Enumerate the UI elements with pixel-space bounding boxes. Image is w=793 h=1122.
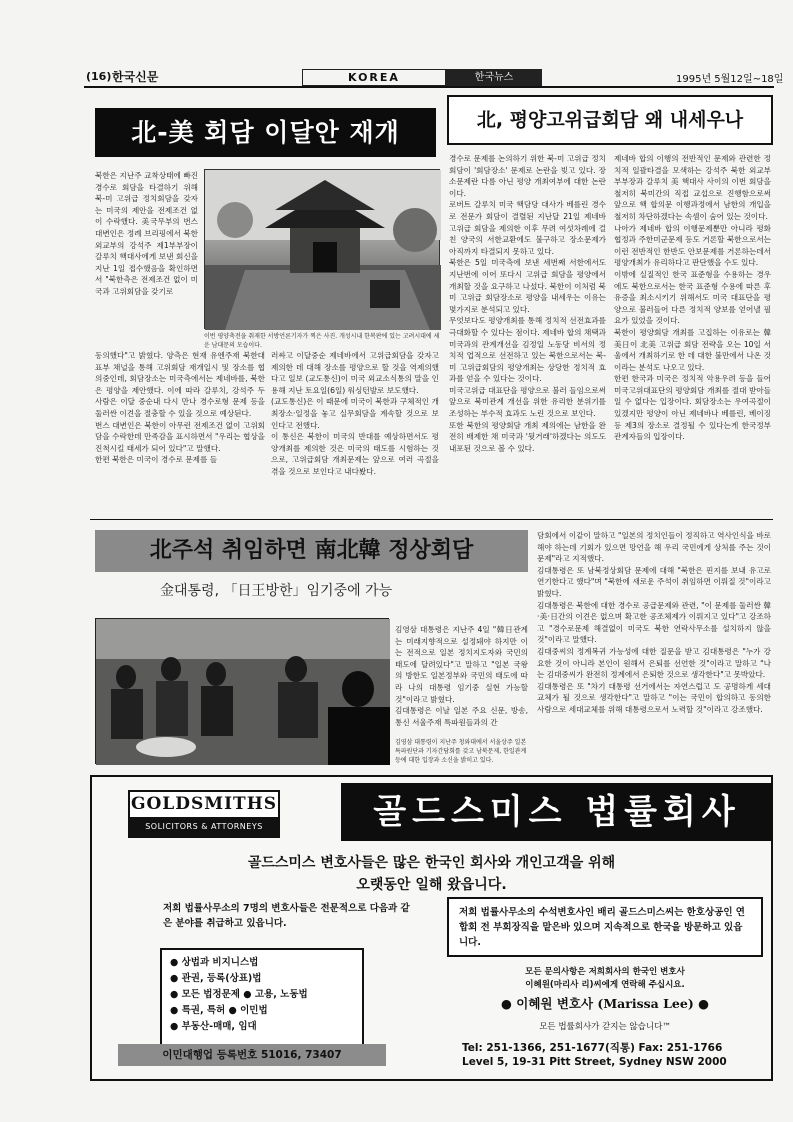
- list-item: ● 모든 법정문제 ● 고용, 노동법: [170, 989, 308, 1000]
- ad-address: Level 5, 19-31 Pitt Street, Sydney NSW 2000: [462, 1056, 727, 1068]
- article3-headline: 北주석 취임하면 南北韓 정상회담: [95, 530, 528, 572]
- logo-brand-name: GOLDSMITHS: [130, 794, 278, 814]
- gate-pavilion-photo: [205, 170, 441, 330]
- article2-col1: 경수로 문제를 논의하기 위한 북-미 고위급 정치회담이 '회담장소' 문제로 논란을 빚고 있다. 장소문제란 다름 아닌 평양 개최여부에 대한 논란이다. 로버트 갈루치 미국 핵담당 대사가 베를린 경수로 전문가 회담이 결렬된 지난달 21일 제네바 고위급 회담을 제의한 이후 무려 여섯차례에 걸친 양국의 서한교환에도 불구하고 장소문제가 아직까지 타결되지 못하고 있다. 북한은 5일 미국측에 보낸 세번째 서한에서도 지난번에 이어 또다시 고위급 회담을 평양에서 개최할 것을 요구하고 나섰다. 북한이 이처럼 북미 고위급 회담장소로 평양을 내세우는 이유는 몇가지로 분석되고 있다. 무엇보다도 평양개최를 통해 정치적 선전효과를 극대화할 수 있다는 점이다. 제네바 합의 채택과 미국과의 관계개선을 김정일 노동당 비서의 정치적 업적으로 선전하고 있는 북한으로서는 북-미 고위급회담의 평양개최는 상당한 정치적 효과를 얻을 수 있다는 것이다. 미국고위급 대표단을 평양으로 불러 들임으로써 앞으로 북미관계 개선을 위한 유리한 분위기를 조성하는 부수적 효과도 노린 것으로 보인다. 또한 북한의 평양회담 개최 제의에는 남한을 완전히 배제한 채 미국과 '뒷거래'하겠다는 의도도 내포된 것으로 볼 수 있다.: [449, 154, 606, 453]
- article1-col1-continued: 동의했다"고 밝혔다. 양측은 현재 유엔주재 북한대표부 채널을 통해 고위회담 재개일시 및 장소를 협의중인데, 회담장소는 미국측에서는 제네바를, 북한은 평양을 제안했다. 이에 따라 갈루치, 강석주 두 사람은 이달 중순내 다시 만나 경수로형 문제 등을 둘러싼 이견을 절충할 수 있을 것으로 예상된다. 번스 대변인은 북한이 아무런 전제조건 없이 고위회담을 수락한데 만족감을 표시하면서 "우리는 협상을 진척시킬 태세가 되어 있다"고 말했다. 한편 북한은 미국이 경수로 문제를 들: [95, 351, 265, 465]
- ad-senior-lawyer-box: 저희 법률사무소의 수석변호사인 배리 골드스미스씨는 한호상공인 연합회 전 부회장직을 맡은바 있으며 지속적으로 한국을 방문하고 있읍니다.: [447, 897, 763, 957]
- ad-intro-text: 저희 법률사무소의 7명의 변호사들은 전문적으로 다음과 같은 분야를 취급하고 있읍니다.: [163, 903, 410, 929]
- list-item: ● 부동산-매매, 임대: [170, 1021, 257, 1032]
- ad-contact-lines: [447, 966, 763, 992]
- article2-col2: 제네바 합의 이행의 전반적인 문제와 관련한 정치적 일괄타결을 모색하는 강석주 북한 외교부 부부장과 갈루치 美 핵대사 사이의 이번 회담을 철저히 북미간의 직접 교섭으로 진행함으로써 앞으로 핵 합의문 이행과정에서 남한의 개입을 철저히 차단하겠다는 속셈이 숨어 있는 것이다. 나아가 제네바 합의 이행문제뿐만 아니라 평화협정과 주한미군문제 등도 거론할 북한으로서는 이런 전반적인 한반도 안보문제를 거론하는데서 평양개최가 유리하다고 판단했을 수도 있다. 이밖에 실질적인 한국 표준형을 수용하는 경우에도 북한으로서는 한국 표준형 수용에 따른 후유증을 최소시키기 위해서도 미국 대표단을 평양으로 불러들어 다른 정치적 양보를 얻어낼 필요가 있었을 것이다. 북한이 평양회담 개최를 고집하는 이유로는 韓美日이 北美 고위급 회담 전략을 오는 10일 서울에서 개최하기로 한 데 대한 불만에서 나온 것이라는 분석도 나오고 있다. 한편 한국과 미국은 정치적 악용우려 등을 들어 미국고위대표단의 평양회담 개최를 절대 받아들일 수 없다는 입장이다. 회담장소는 우여곡절이 있겠지만 평양이 아닌 제네바나 베를린, 베이징 등 제3의 장소로 결정될 수 있다는게 한국정부 관계자들의 입장이다.: [614, 154, 771, 442]
- ad-contact-name: ● 이혜원 변호사 (Marissa Lee) ●: [501, 996, 709, 1011]
- ad-contact-note: 모든 법률회사가 갇지는 않습니다™: [539, 1022, 671, 1032]
- article3-photo: [95, 618, 389, 764]
- article1-photo-caption: 이번 평양축전을 취재한 서방언론기자가 찍은 사진. 개성시내 한복판에 있는 고려시대에 세운 남대문의 모습이다.: [204, 333, 440, 349]
- page-number: (16): [86, 70, 112, 83]
- ad-contact-line2: 이혜원(마리사 리)씨에게 연락해 주십시요.: [525, 980, 685, 990]
- paper-title: 한국신문: [112, 70, 159, 84]
- article3-photo-caption: 김영삼 대통령이 지난주 청와대에서 서울상주 일본특파원단과 기자간담회를 갖고 남북문제, 한일관계 등에 대한 입장과 소신을 밝히고 있다.: [395, 739, 527, 764]
- header-rule: [84, 86, 774, 88]
- ad-headline-line1: 골드스미스 변호사들은 많은 한국인 회사와 개인고객을 위해: [247, 855, 616, 871]
- issue-date: 1995년 5월12일~18일: [676, 74, 784, 85]
- article1-col2: 러싸고 이달중순 제네바에서 고위급회담을 갖자고 제의한 데 대해 장소를 평양으로 할 것을 역제의했다고 일보 (교도통신)이 미국 외교소식통의 말을 인용해 지난 토요일(6일) 워싱턴발로 보도했다. (교도통신)은 이 때문에 미국이 북한과 구체적인 개최장소·일정을 놓고 실무회담을 계속할 것으로 보인다고 전했다. 이 통신은 북한이 미국의 반대를 예상하면서도 평양개최를 제의한 것은 미국의 태도를 시험하는 것으로, 고위급회담 개최문제는 앞으로 여러 곡절을 겪을 것으로 보인다고 내다봤다.: [271, 351, 439, 476]
- ad-headline-line2: 오랫동안 일해 왔읍니다.: [356, 877, 507, 893]
- category-label: 한국뉴스: [446, 69, 542, 86]
- logo-brand-subtitle: SOLICITORS & ATTORNEYS: [130, 817, 278, 836]
- section-divider: [90, 519, 773, 520]
- ad-title: 골드스미스 법률회사: [341, 783, 773, 841]
- section-label: KOREA: [302, 69, 446, 86]
- list-item: ● 특권, 특허 ● 이민법: [170, 1005, 268, 1016]
- article1-headline: 北-美 회담 이달안 재개: [95, 108, 436, 157]
- immigration-registration: 이민대행업 등록번호 51016, 73407: [118, 1044, 386, 1066]
- ad-services-list: [160, 948, 364, 1053]
- article3-col1: 김영삼 대통령은 지난주 4일 "韓日관계는 미래지향적으로 설정돼야 하지만 이는 전적으로 일본 정치지도자와 국민의 태도에 달려있다"고 말하고 "일본 국왕의 방한도 일본정부와 국민의 태도에 따라 나의 대통령 임기중 실현 가능할 것"이라고 밝혔다. 김대통령은 이날 일본 주요 신문, 방송, 통신 서울주재 특파원들과의 간: [395, 625, 528, 727]
- list-item: ● 관권, 등록(상표)법: [170, 973, 262, 984]
- article2-headline: 北, 평양고위급회담 왜 내세우나: [447, 95, 773, 145]
- press-conference-photo: [96, 619, 390, 765]
- ad-contact-line1: 모든 문의사항은 저희회사의 한국인 변호사: [525, 967, 685, 977]
- list-item: ● 상법과 비지니스법: [170, 957, 259, 968]
- article1-col1: 북한은 지난주 교착상태에 빠진 경수로 회담을 타결하기 위해 북-미 고위급 정치회담을 갖자는 미국의 제안을 전제조건 없이 수락했다. 美국무부의 번스 대변인은 정례 브리핑에서 북한 외교부의 강석주 제1부부장이 갈루치 핵대사에게 보낸 회신을 지난 1일 접수했음을 확인하면서 "북한측은 전제조건 없이 미국과 고위회담을 갖기로: [95, 171, 201, 296]
- article1-photo: [204, 169, 440, 329]
- ad-telephone: Tel: 251-1366, 251-1677(직통) Fax: 251-1766: [462, 1042, 723, 1054]
- article3-col2: 담회에서 이같이 말하고 "일본의 정치인들이 정직하고 역사인식을 바로해야 하는데 기회가 있으면 망언을 해 우리 국민에게 상처를 주는 것이 문제"라고 지적했다. 김대통령은 또 남북정상회담 문제에 대해 "북한은 핀지를 보내 유고로 연기한다고 했다"며 "북한에 새로운 주석이 취임하면 이뤄질 것"이라고 밝혔다. 김대통령은 북한에 대한 경수로 공급문제와 관련, "이 문제를 둘러싼 韓·美·日간의 이견은 없으며 확고한 공조체제가 이뤄지고 있다"고 강조하고 "경수로문제 해결없이 미국도 북한 연락사무소를 설치하지 않을 것"이라고 말했다. 김대중씨의 정계복귀 가능성에 대한 질문을 받고 김대통령은 "누가 강요한 것이 아니라 본인이 원해서 은퇴를 선언한 것"이라고 말하고 "나는 김대중씨가 완전히 정계에서 은퇴한 것으로 생각한다"고 못박았다. 김대통령은 또 "차기 대통령 선거에서는 자연스럽고 도 공명하게 세대교체가 될 것으로 생각한다"고 말하고 "이는 국민이 합의하고 동의한 사람으로 세대교체를 위해 대통령으로서 노력할 것"이라고 강조했다.: [537, 531, 771, 714]
- article3-subhead: 金대통령, 「日王방한」임기중에 가능: [160, 583, 393, 599]
